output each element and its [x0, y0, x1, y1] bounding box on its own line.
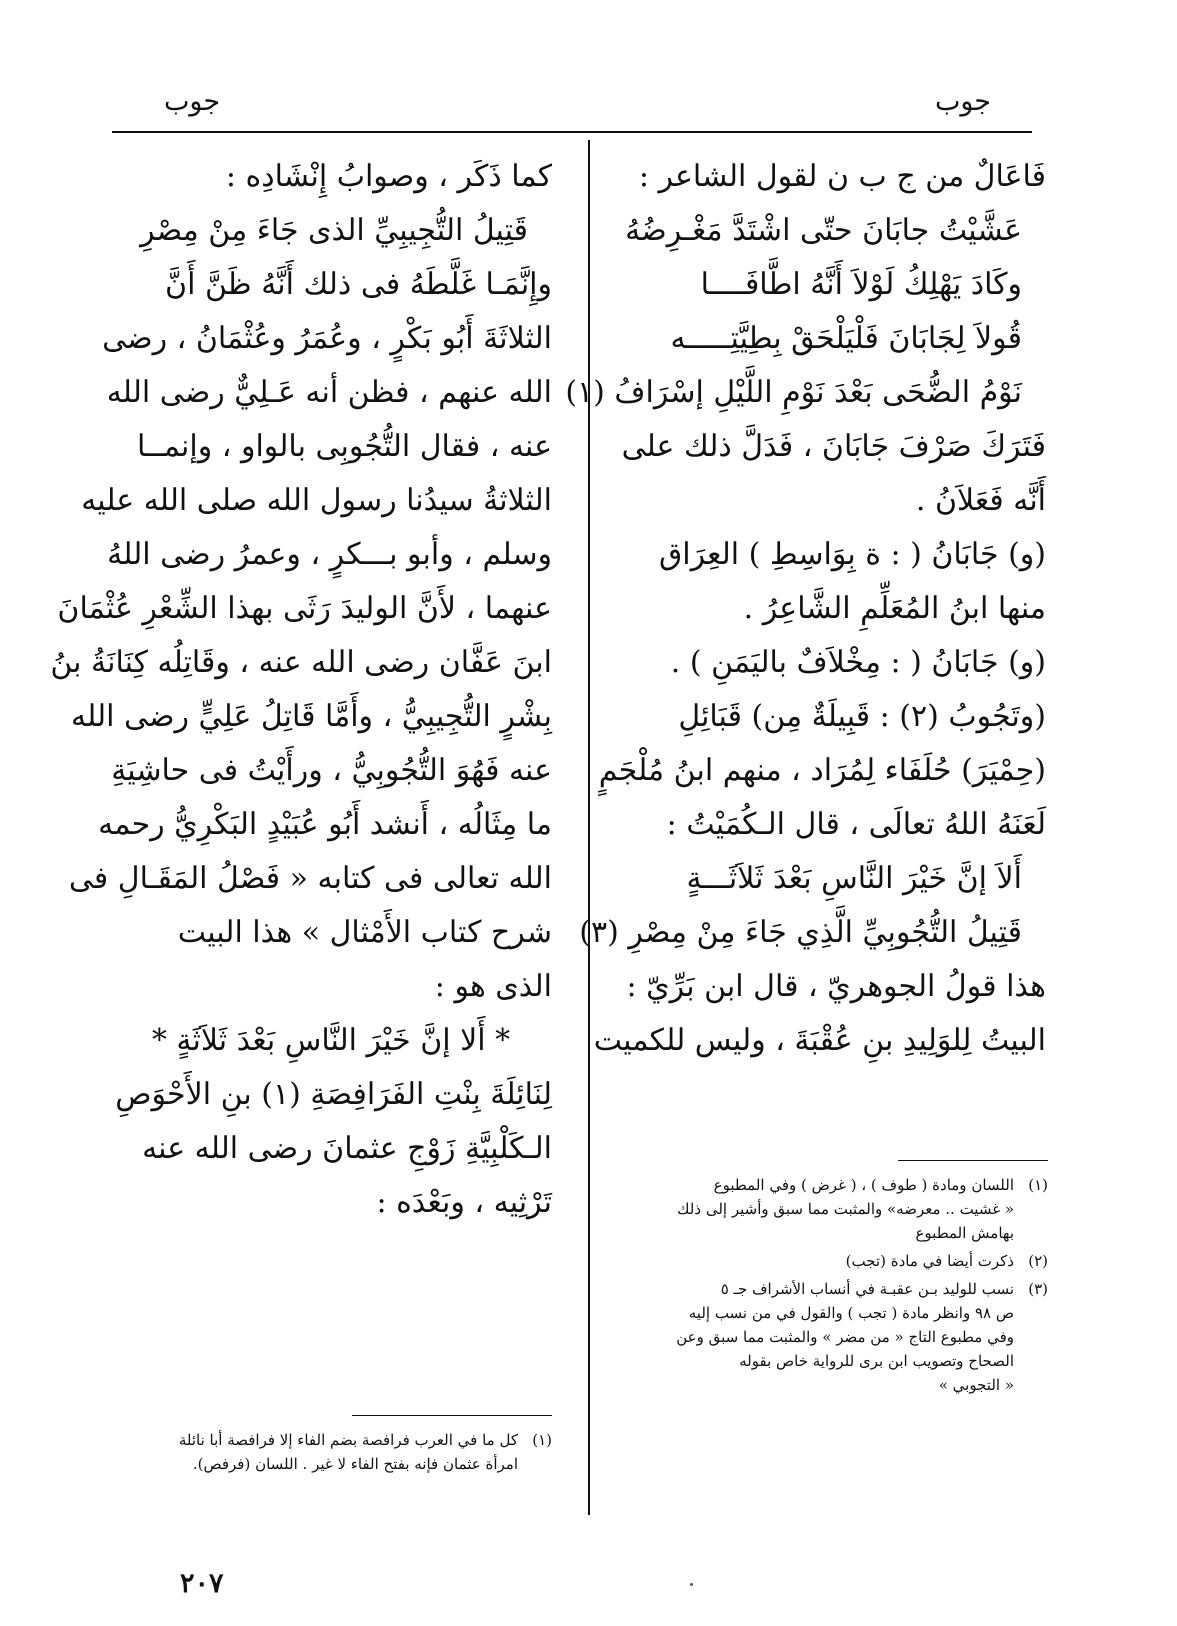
text-line: وإِنَّمَـا غَلَّطَهُ فى ذلك أَنَّهُ ظَنَّ أَنَّ — [165, 267, 552, 302]
footnotes-left — [110, 1415, 552, 1480]
verse-line: عَشَّيْتُ جابَانَ حتّى اشْتَدَّ مَغْـرِضُهُ — [625, 213, 1022, 248]
verse-line: قُولاَ لِجَابَانَ فَلْيَلْحَقْ بِطِيَّتِـــــه — [670, 321, 1022, 356]
text-line: لِنَائِلَةَ بِنْتِ الفَرَافِصَةِ (١) بنِ الأَحْوَصِ — [115, 1077, 552, 1112]
page-number: ٢٠٧ — [180, 1568, 224, 1599]
verse-line: أَلاَ إنَّ خَيْرَ النَّاسِ بَعْدَ ثَلاَثَـــةٍ — [686, 861, 1022, 896]
footnote — [628, 1249, 1048, 1273]
footnote — [628, 1277, 1048, 1397]
footnote-line: وفي مطبوع التاج « من مضر » والمثبت مما سبق وعن — [676, 1328, 1014, 1346]
footnote-number: (١) — [532, 1431, 552, 1449]
footnote-line: ص ٩٨ وانظر مادة ( تجب ) والقول في من نسب إليه — [688, 1304, 1014, 1322]
text-line: الثلاثَةَ أَبُو بَكْرٍ ، وعُمَرُ وعُثْمَانُ ، رضى — [102, 321, 552, 356]
column-divider — [588, 140, 590, 1515]
text-line: البيتُ لِلوَلِيدِ بنِ عُقْبَةَ ، وليس للكميت — [593, 1023, 1046, 1058]
verse-line: قَتِيلُ التُّجِيبِيِّ الذى جَاءَ مِنْ مِصْرِ — [140, 213, 528, 248]
text-line: ابنَ عَفَّان رضى الله عنه ، وقَاتِلُه كِنَانَةُ بنُ — [50, 645, 552, 680]
text-line: تَرْثِيه ، وبَعْدَه : — [376, 1185, 552, 1220]
text-line: منها ابنُ المُعَلِّمِ الشَّاعِرُ . — [743, 591, 1046, 626]
text-line: الله عنهم ، فظن أنه عَـلِيٌّ رضى الله — [106, 375, 552, 410]
verse-line: نَوْمُ الضُّحَى بَعْدَ نَوْمِ اللَّيْلِ إسْرَافُ (١) — [565, 375, 1022, 410]
scan-dot — [690, 1583, 693, 1586]
footnote-rule — [352, 1415, 552, 1416]
text-line: فَتَرَكَ صَرْفَ جَابَانَ ، فَدَلَّ ذلك على — [621, 429, 1046, 464]
verse-line: * أَلا إنَّ خَيْرَ النَّاسِ بَعْدَ ثَلاَثَةٍ * — [151, 1023, 511, 1058]
footnote-line: كل ما في العرب فرافصة بضم الفاء إلا فرافصة أبا نائلة — [178, 1431, 518, 1449]
footnote-line: « التجوبي » — [938, 1376, 1014, 1394]
text-line: هذا قولُ الجوهريّ ، قال ابن بَرِّيّ : — [626, 969, 1046, 1004]
text-line: (و) جَابَانُ ( : ة بِوَاسِطِ ) العِرَاق — [659, 537, 1046, 572]
footnote-number: (١) — [1028, 1176, 1048, 1194]
verse-line: وكَادَ يَهْلِكُ لَوْلاَ أَنَّهُ اطَّافَــــا — [700, 267, 1022, 302]
text-line: ما مِثَالُه ، أَنشد أَبُو عُبَيْدٍ البَكْرِيُّ رحمه — [98, 807, 552, 842]
text-line: بِشْرٍ التُّجِيبِيُّ ، وأَمَّا قَاتِلُ عَلِيٍّ رضى الله — [71, 699, 552, 734]
footnote-line: « غشيت .. معرضه» والمثبت مما سبق وأشير إلى ذلك — [677, 1200, 1014, 1218]
footnote-number: (٢) — [1028, 1252, 1048, 1270]
verse-line: قَتِيلُ التُّجُوبِيِّ الَّذِي جَاءَ مِنْ مِصْرِ (٣) — [579, 915, 1022, 950]
header-title-left: جوب — [164, 86, 221, 117]
left-column — [50, 150, 552, 1230]
text-line: وسلم ، وأبو بـــكرٍ ، وعمرُ رضى اللهُ — [107, 537, 552, 572]
footnote-line: الصحاح وتصويب ابن برى للرواية خاص بقوله — [739, 1352, 1014, 1370]
header-rule — [112, 131, 1032, 133]
footnote-line: امرأة عثمان فإنه بفتح الفاء لا غير . اللسان (فرفص). — [192, 1455, 518, 1473]
footnote-line: اللسان ومادة ( طوف ) ، ( غرض ) وفي المطبوع — [713, 1176, 1014, 1194]
text-line: أَنَّه فَعَلاَنُ . — [915, 483, 1046, 518]
text-line: الذى هو : — [434, 969, 552, 1004]
right-column — [565, 150, 1046, 1068]
footnote — [110, 1428, 552, 1476]
text-line: الله تعالى فى كتابه « فَصْلُ المَقَـالِ فى — [68, 861, 552, 896]
footnote-number: (٣) — [1028, 1280, 1048, 1298]
text-line: عنه ، فقال التُّجُوبِى بالواو ، وإنمــا — [136, 429, 552, 464]
text-line: الثلاثةُ سيدُنا رسول الله صلى الله عليه — [81, 483, 552, 518]
text-line: (وتَجُوبُ (٢) : قَبِيلَةٌ مِن) قَبَائِلِ — [678, 699, 1046, 734]
footnote-line: ذكرت أيضا في مادة (تجب) — [845, 1252, 1014, 1270]
footnote — [628, 1173, 1048, 1245]
text-line: الـكَلْبِيَّةِ زَوْجِ عثمانَ رضى الله عنه — [142, 1131, 552, 1166]
text-line: عنهما ، لأَنَّ الوليدَ رَثَى بهذا الشِّعْرِ عُثْمَانَ — [57, 591, 552, 626]
footnote-line: نسب للوليد بـن عقبـة في أنساب الأشراف جـ ٥ — [720, 1280, 1014, 1298]
text-line: عنه فَهُوَ التُّجُوبِيُّ ، ورأَيْتُ فى حاشِيَةِ — [111, 753, 552, 788]
text-line: شرح كتاب الأَمْثال » هذا البيت — [177, 915, 552, 950]
text-line: لَعَنَهُ اللهُ تعالَى ، قال الـكُمَيْتُ : — [666, 807, 1046, 842]
footnote-rule — [898, 1160, 1048, 1161]
text-line: (و) جَابَانُ ( : مِخْلاَفٌ باليَمَنِ ) . — [670, 645, 1046, 680]
header-title-right: جوب — [934, 86, 991, 117]
text-line: (حِمْيَرَ) حُلَفَاء لِمُرَاد ، منهم ابنُ مُلْجَمٍ — [598, 753, 1046, 788]
text-line: كما ذَكَر ، وصوابُ إِنْشَادِه : — [225, 159, 552, 194]
text-line: فَاعَالٌ من ج ب ن لقول الشاعر : — [638, 159, 1046, 194]
footnotes-right — [628, 1160, 1048, 1401]
footnote-line: بهامش المطبوع — [915, 1224, 1014, 1242]
